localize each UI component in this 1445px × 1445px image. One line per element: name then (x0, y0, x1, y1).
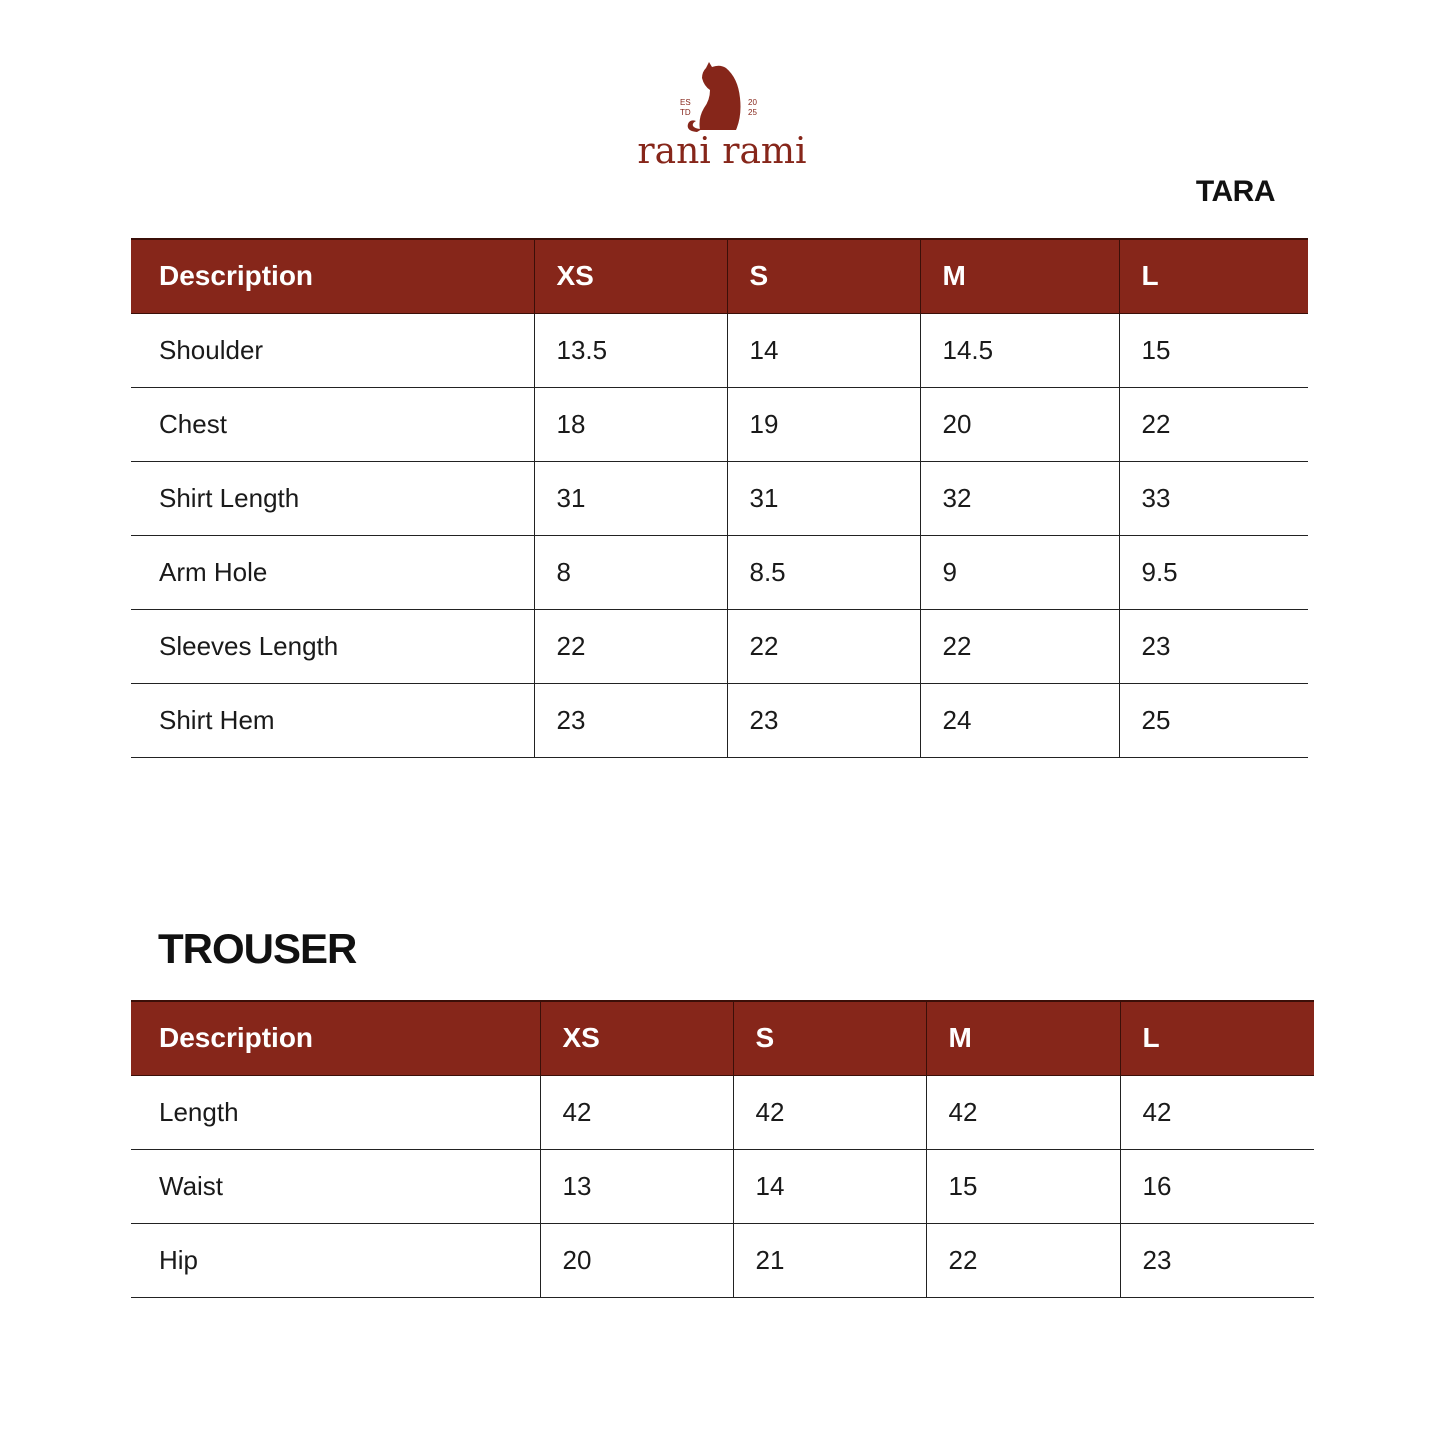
table-cell: 31 (727, 461, 920, 535)
row-label: Length (131, 1075, 540, 1149)
table-cell: 14.5 (920, 313, 1119, 387)
table-cell: 15 (926, 1149, 1120, 1223)
row-label: Arm Hole (131, 535, 534, 609)
table-cell: 19 (727, 387, 920, 461)
header-cell: XS (540, 1001, 733, 1075)
trouser-size-table (131, 1000, 1314, 1298)
row-label: Shirt Length (131, 461, 534, 535)
row-label: Chest (131, 387, 534, 461)
logo-wordmark: rani rami (637, 131, 807, 172)
header-cell: Description (131, 1001, 540, 1075)
table-cell: 42 (1120, 1075, 1314, 1149)
table-cell: 24 (920, 683, 1119, 757)
table-cell: 22 (926, 1223, 1120, 1297)
table-cell: 33 (1119, 461, 1308, 535)
row-label: Shoulder (131, 313, 534, 387)
row-label: Sleeves Length (131, 609, 534, 683)
header-cell: L (1120, 1001, 1314, 1075)
row-label: Waist (131, 1149, 540, 1223)
table-cell: 15 (1119, 313, 1308, 387)
table-cell: 14 (733, 1149, 926, 1223)
table-cell: 23 (1119, 609, 1308, 683)
table-cell: 22 (1119, 387, 1308, 461)
table-cell: 20 (540, 1223, 733, 1297)
table-cell: 18 (534, 387, 727, 461)
logo-est-right-top: 20 (748, 98, 757, 107)
table-cell: 21 (733, 1223, 926, 1297)
logo-est-right-bottom: 25 (748, 108, 757, 117)
header-cell: XS (534, 239, 727, 313)
table-cell: 31 (534, 461, 727, 535)
table-cell: 16 (1120, 1149, 1314, 1223)
header-cell: Description (131, 239, 534, 313)
trouser-section-title: TROUSER (158, 925, 357, 972)
table-row (131, 461, 1308, 535)
header-cell: S (733, 1001, 926, 1075)
table-cell: 8.5 (727, 535, 920, 609)
table-cell: 42 (540, 1075, 733, 1149)
table-cell: 25 (1119, 683, 1308, 757)
table-row (131, 683, 1308, 757)
seated-cat-icon (622, 58, 822, 138)
row-label: Hip (131, 1223, 540, 1297)
table-row (131, 1075, 1314, 1149)
brand-logo (622, 58, 822, 188)
table-row (131, 1223, 1314, 1297)
table-cell: 8 (534, 535, 727, 609)
table-cell: 32 (920, 461, 1119, 535)
table-cell: 23 (727, 683, 920, 757)
header-cell: L (1119, 239, 1308, 313)
product-name: TARA (1195, 175, 1275, 208)
table-cell: 22 (727, 609, 920, 683)
table-cell: 13.5 (534, 313, 727, 387)
table-cell: 42 (926, 1075, 1120, 1149)
logo-est-left-bottom: TD (680, 108, 691, 117)
table-cell: 9.5 (1119, 535, 1308, 609)
table-cell: 9 (920, 535, 1119, 609)
header-cell: S (727, 239, 920, 313)
table-cell: 23 (1120, 1223, 1314, 1297)
table-row (131, 609, 1308, 683)
table-cell: 13 (540, 1149, 733, 1223)
table-cell: 42 (733, 1075, 926, 1149)
header-cell: M (920, 239, 1119, 313)
table-header-row (131, 1001, 1314, 1075)
table-header-row (131, 239, 1308, 313)
table-cell: 20 (920, 387, 1119, 461)
table-cell: 23 (534, 683, 727, 757)
table-row (131, 387, 1308, 461)
table-cell: 22 (534, 609, 727, 683)
table-row (131, 1149, 1314, 1223)
logo-est-left-top: ES (680, 98, 691, 107)
table-row (131, 535, 1308, 609)
table-row (131, 313, 1308, 387)
row-label: Shirt Hem (131, 683, 534, 757)
header-cell: M (926, 1001, 1120, 1075)
table-cell: 14 (727, 313, 920, 387)
shirt-size-table (131, 238, 1308, 758)
table-cell: 22 (920, 609, 1119, 683)
